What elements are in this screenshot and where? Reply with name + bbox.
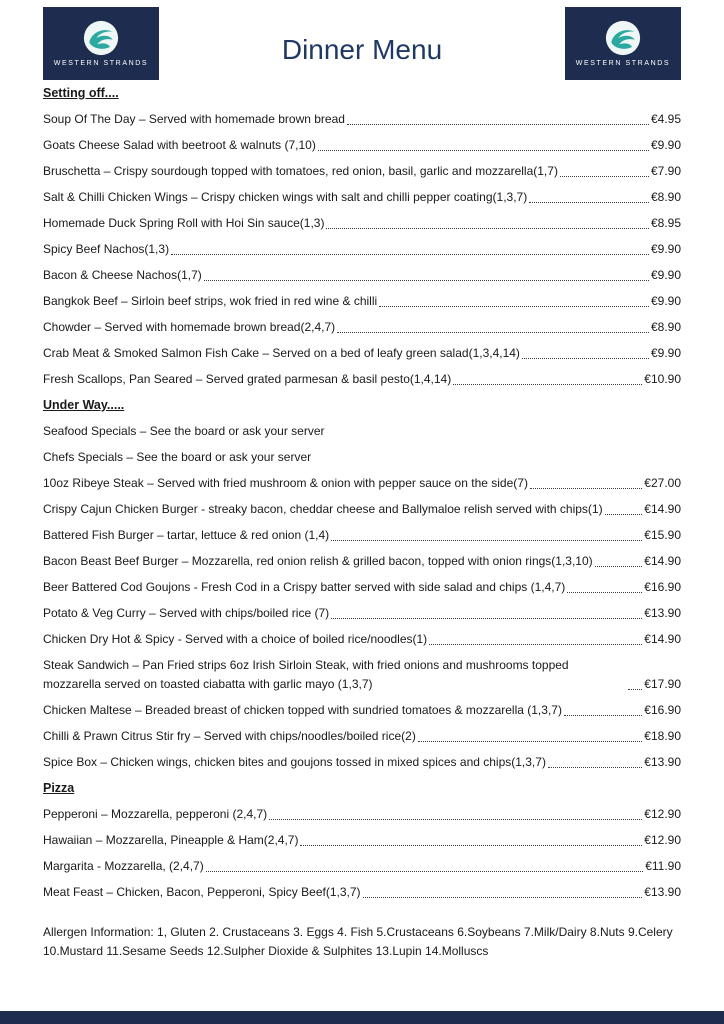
menu-section bbox=[43, 396, 681, 772]
menu-item-text: Chefs Specials – See the board or ask your server bbox=[43, 450, 312, 464]
section-heading: Under Way..... bbox=[43, 398, 125, 412]
menu-item-row bbox=[43, 266, 681, 285]
menu-item-text: Spicy Beef Nachos(1,3) bbox=[43, 242, 170, 256]
menu-item-row bbox=[43, 370, 681, 389]
menu-item-price: €13.90 bbox=[644, 606, 681, 620]
menu-item-text: Pepperoni – Mozzarella, pepperoni (2,4,7) bbox=[43, 807, 268, 821]
menu-item-row bbox=[43, 214, 681, 233]
menu-item-text: Margarita - Mozzarella, (2,4,7) bbox=[43, 859, 204, 873]
logo-text: WESTERN STRANDS bbox=[575, 60, 671, 67]
menu-item-row bbox=[43, 188, 681, 207]
menu-item-row bbox=[43, 883, 681, 902]
menu-item-text: Bacon & Cheese Nachos(1,7) bbox=[43, 268, 202, 282]
dot-leader bbox=[418, 741, 642, 742]
menu-item-text: Chicken Dry Hot & Spicy - Served with a choice of boiled rice/noodles(1) bbox=[43, 632, 428, 646]
menu-item-row bbox=[43, 604, 681, 623]
dot-leader bbox=[453, 384, 642, 385]
menu-item-price: €4.95 bbox=[650, 112, 681, 126]
menu-item-text: 10oz Ribeye Steak – Served with fried mushroom & onion with pepper sauce on the side(7) bbox=[43, 476, 528, 490]
menu-item-price: €9.90 bbox=[650, 242, 681, 256]
logo-text: WESTERN STRANDS bbox=[53, 60, 149, 67]
dot-leader bbox=[331, 618, 642, 619]
menu-item-price: €11.90 bbox=[645, 859, 681, 873]
menu-item-text: Steak Sandwich – Pan Fried strips 6oz Irish Sirloin Steak, with fried onions and mushrooms topped mozzarella served on toasted ciabatta with garlic mayo (1,3,7) bbox=[43, 658, 569, 691]
menu-item-text: Crab Meat & Smoked Salmon Fish Cake – Served on a bed of leafy green salad(1,3,4,14) bbox=[43, 346, 520, 360]
menu-item-row bbox=[43, 344, 681, 363]
menu-item-price: €9.90 bbox=[650, 294, 681, 308]
menu-item-row bbox=[43, 474, 681, 493]
menu-item-price: €14.90 bbox=[644, 632, 681, 646]
dot-leader bbox=[171, 254, 649, 255]
menu-item-price: €8.90 bbox=[650, 190, 681, 204]
menu-item-text: Hawaiian – Mozzarella, Pineapple & Ham(2,4,7) bbox=[43, 833, 299, 847]
menu-item-price: €16.90 bbox=[644, 703, 681, 717]
menu-item-price: €8.95 bbox=[650, 216, 681, 230]
menu-item-price: €8.90 bbox=[650, 320, 681, 334]
menu-item-price: €9.90 bbox=[650, 346, 681, 360]
menu-item-price: €14.90 bbox=[644, 554, 681, 568]
dot-leader bbox=[337, 332, 649, 333]
menu-item-text: Meat Feast – Chicken, Bacon, Pepperoni, Spicy Beef(1,3,7) bbox=[43, 885, 361, 899]
menu-item-row bbox=[43, 422, 681, 441]
menu-item-text: Bacon Beast Beef Burger – Mozzarella, red onion relish & grilled bacon, topped with onion rings(1,3,10) bbox=[43, 554, 593, 568]
dot-leader bbox=[522, 358, 649, 359]
dot-leader bbox=[204, 280, 649, 281]
menu-item-row bbox=[43, 578, 681, 597]
dot-leader bbox=[326, 228, 649, 229]
menu-header bbox=[43, 0, 681, 84]
dot-leader bbox=[331, 540, 642, 541]
menu-item-text: Fresh Scallops, Pan Seared – Served grated parmesan & basil pesto(1,4,14) bbox=[43, 372, 452, 386]
menu-item-price: €13.90 bbox=[644, 755, 681, 769]
menu-item-text: Spice Box – Chicken wings, chicken bites and goujons tossed in mixed spices and chips(1,3,7) bbox=[43, 755, 546, 769]
menu-item-row bbox=[43, 630, 681, 649]
dot-leader bbox=[530, 488, 642, 489]
dot-leader bbox=[379, 306, 649, 307]
menu-item-row bbox=[43, 727, 681, 746]
menu-item-row bbox=[43, 753, 681, 772]
menu-item-text: Homemade Duck Spring Roll with Hoi Sin sauce(1,3) bbox=[43, 216, 325, 230]
menu-item-text: Beer Battered Cod Goujons - Fresh Cod in a Crispy batter served with side salad and chips (1,4,7) bbox=[43, 580, 566, 594]
dot-leader bbox=[628, 689, 642, 690]
dot-leader bbox=[595, 566, 643, 567]
menu-item-row bbox=[43, 162, 681, 181]
menu-section bbox=[43, 779, 681, 902]
menu-item-price: €7.90 bbox=[650, 164, 681, 178]
allergen-info: Allergen Information: 1, Gluten 2. Crustaceans 3. Eggs 4. Fish 5.Crustaceans 6.Soybeans 7.Milk/Dairy 8.Nuts 9.Celery 10.Mustard 11.Sesame Seeds 12.Sulpher Dioxide & Sulphites 13.Lupin 14.Molluscs bbox=[43, 925, 673, 958]
menu-item-row bbox=[43, 526, 681, 545]
dot-leader bbox=[206, 871, 643, 872]
dot-leader bbox=[564, 715, 642, 716]
menu-item-text: Crispy Cajun Chicken Burger - streaky bacon, cheddar cheese and Ballymaloe relish served with chips(1) bbox=[43, 502, 603, 516]
menu-item-text: Seafood Specials – See the board or ask your server bbox=[43, 424, 325, 438]
menu-sections bbox=[43, 84, 681, 902]
footer-bar bbox=[0, 1011, 724, 1024]
dot-leader bbox=[529, 202, 649, 203]
menu-item-row bbox=[43, 240, 681, 259]
menu-item-price: €15.90 bbox=[644, 528, 681, 542]
menu-item-text: Bangkok Beef – Sirloin beef strips, wok fried in red wine & chilli bbox=[43, 294, 378, 308]
menu-item-price: €14.90 bbox=[644, 502, 681, 516]
menu-item-row bbox=[43, 805, 681, 824]
menu-item-text: Bruschetta – Crispy sourdough topped with tomatoes, red onion, basil, garlic and mozzarella(1,7) bbox=[43, 164, 558, 178]
logo-right bbox=[565, 7, 681, 80]
menu-item-row bbox=[43, 831, 681, 850]
menu-item-price: €27.00 bbox=[644, 476, 681, 490]
wave-logo-icon bbox=[605, 20, 641, 56]
dot-leader bbox=[605, 514, 643, 515]
menu-item-price: €10.90 bbox=[644, 372, 681, 386]
dot-leader bbox=[567, 592, 642, 593]
menu-item-price: €9.90 bbox=[650, 268, 681, 282]
menu-item-row bbox=[43, 500, 681, 519]
menu-item-text: Potato & Veg Curry – Served with chips/boiled rice (7) bbox=[43, 606, 330, 620]
menu-item-row bbox=[43, 136, 681, 155]
dot-leader bbox=[347, 124, 649, 125]
dot-leader bbox=[318, 150, 649, 151]
dot-leader bbox=[429, 644, 642, 645]
menu-item-text: Chilli & Prawn Citrus Stir fry – Served with chips/noodles/boiled rice(2) bbox=[43, 729, 416, 743]
menu-item-price: €13.90 bbox=[644, 885, 681, 899]
menu-item-price: €18.90 bbox=[644, 729, 681, 743]
menu-item-row bbox=[43, 656, 681, 694]
menu-item-text: Chowder – Served with homemade brown bread(2,4,7) bbox=[43, 320, 336, 334]
section-heading: Pizza bbox=[43, 781, 75, 795]
menu-content bbox=[43, 0, 681, 961]
menu-item-text: Goats Cheese Salad with beetroot & walnuts (7,10) bbox=[43, 138, 316, 152]
menu-item-row bbox=[43, 701, 681, 720]
menu-item-price: €16.90 bbox=[644, 580, 681, 594]
dot-leader bbox=[269, 819, 642, 820]
menu-item-price: €9.90 bbox=[650, 138, 681, 152]
menu-item-row bbox=[43, 448, 681, 467]
menu-section bbox=[43, 84, 681, 389]
menu-item-price: €12.90 bbox=[644, 833, 681, 847]
dot-leader bbox=[560, 176, 649, 177]
menu-item-row bbox=[43, 110, 681, 129]
menu-item-price: €17.90 bbox=[644, 677, 681, 691]
menu-item-row bbox=[43, 292, 681, 311]
menu-item-price: €12.90 bbox=[644, 807, 681, 821]
menu-item-text: Chicken Maltese – Breaded breast of chicken topped with sundried tomatoes & mozzarella (1,3,7) bbox=[43, 703, 562, 717]
menu-item-row bbox=[43, 552, 681, 571]
menu-item-row bbox=[43, 857, 681, 876]
dot-leader bbox=[363, 897, 643, 898]
dot-leader bbox=[548, 767, 642, 768]
menu-item-row bbox=[43, 318, 681, 337]
menu-item-text: Soup Of The Day – Served with homemade brown bread bbox=[43, 112, 345, 126]
menu-item-text: Salt & Chilli Chicken Wings – Crispy chicken wings with salt and chilli pepper coating(1,3,7) bbox=[43, 190, 528, 204]
section-heading: Setting off.... bbox=[43, 86, 119, 100]
page-title: Dinner Menu bbox=[281, 34, 443, 65]
dot-leader bbox=[300, 845, 642, 846]
menu-item-text: Battered Fish Burger – tartar, lettuce & red onion (1,4) bbox=[43, 528, 330, 542]
